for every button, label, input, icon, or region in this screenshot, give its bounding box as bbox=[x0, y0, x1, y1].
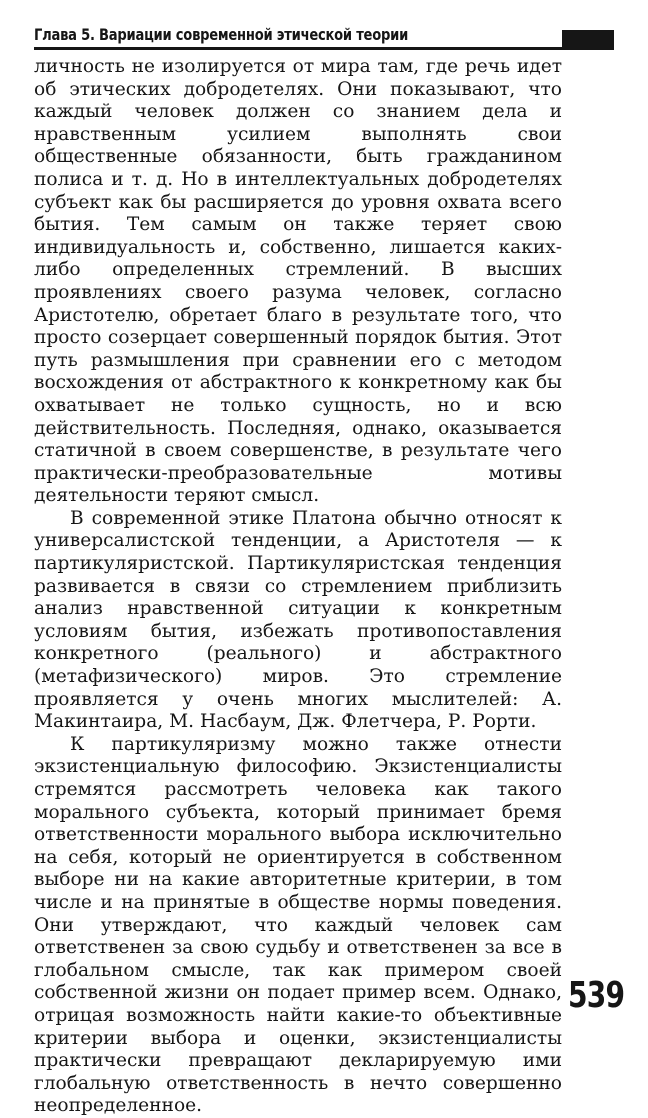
body-text bbox=[34, 56, 562, 1118]
paragraph-continuation: личность не изолируется от мира там, где речь идет об этических добродетелях. Они показывают, что каждый человек должен со знанием дела и нравственным усилием выполнять свои общественные обязанности, быть гражданином полиса и т. д. Но в интеллектуальных добродетелях субъект как бы расширяется до уровня охвата всего бытия. Тем самым он также теряет свою индивидуальность и, собственно, лишается каких-либо определенных стремлений. В высших проявлениях своего разума человек, согласно Аристотелю, обретает благо в результате того, что просто созерцает совершенный порядок бытия. Этот путь размышления при сравнении его с методом восхождения от абстрактного к конкретному как бы охватывает не только сущность, но и всю действительность. Последняя, однако, оказывается статичной в своем совершенстве, в результате чего практически-преобразовательные мотивы деятельности теряют смысл. bbox=[34, 56, 562, 507]
running-header bbox=[34, 24, 614, 48]
paragraph-existentialism: К партикуляризму можно также отнести экзистенциальную философию. Экзистенциалисты стремятся рассмотреть человека как такого морального субъекта, который принимает бремя ответственности морального выбора исключительно на себя, который не ориентируется в собственном выборе ни на какие авторитетные критерии, в том числе и на принятые в обществе нормы поведения. Они утверждают, что каждый человек сам ответственен за свою судьбу и ответственен за все в глобальном смысле, так как примером своей собственной жизни он подает пример всем. Однако, отрицая возможность найти какие-то объективные критерии выбора и оценки, экзистенциалисты практически превращают декларируемую ими глобальную ответственность в нечто совершенно неопределенное. bbox=[34, 733, 562, 1117]
running-title: Глава 5. Вариации современной этической теории bbox=[34, 25, 409, 44]
page-number: 539 bbox=[568, 975, 625, 1016]
paragraph-universalism: В современной этике Платона обычно относят к универсалистской тенденции, а Аристотеля — к партикуляристской. Партикуляристская тенденция развивается в связи со стремлением приблизить анализ нравственной ситуации к конкретным условиям бытия, избежать противопоставления конкретного (реального) и абстрактного (метафизического) миров. Это стремление проявляется у очень многих мыслителей: А. Макинтаира, М. Насбаум, Дж. Флетчера, Р. Рорти. bbox=[34, 507, 562, 733]
header-rule bbox=[34, 47, 614, 50]
